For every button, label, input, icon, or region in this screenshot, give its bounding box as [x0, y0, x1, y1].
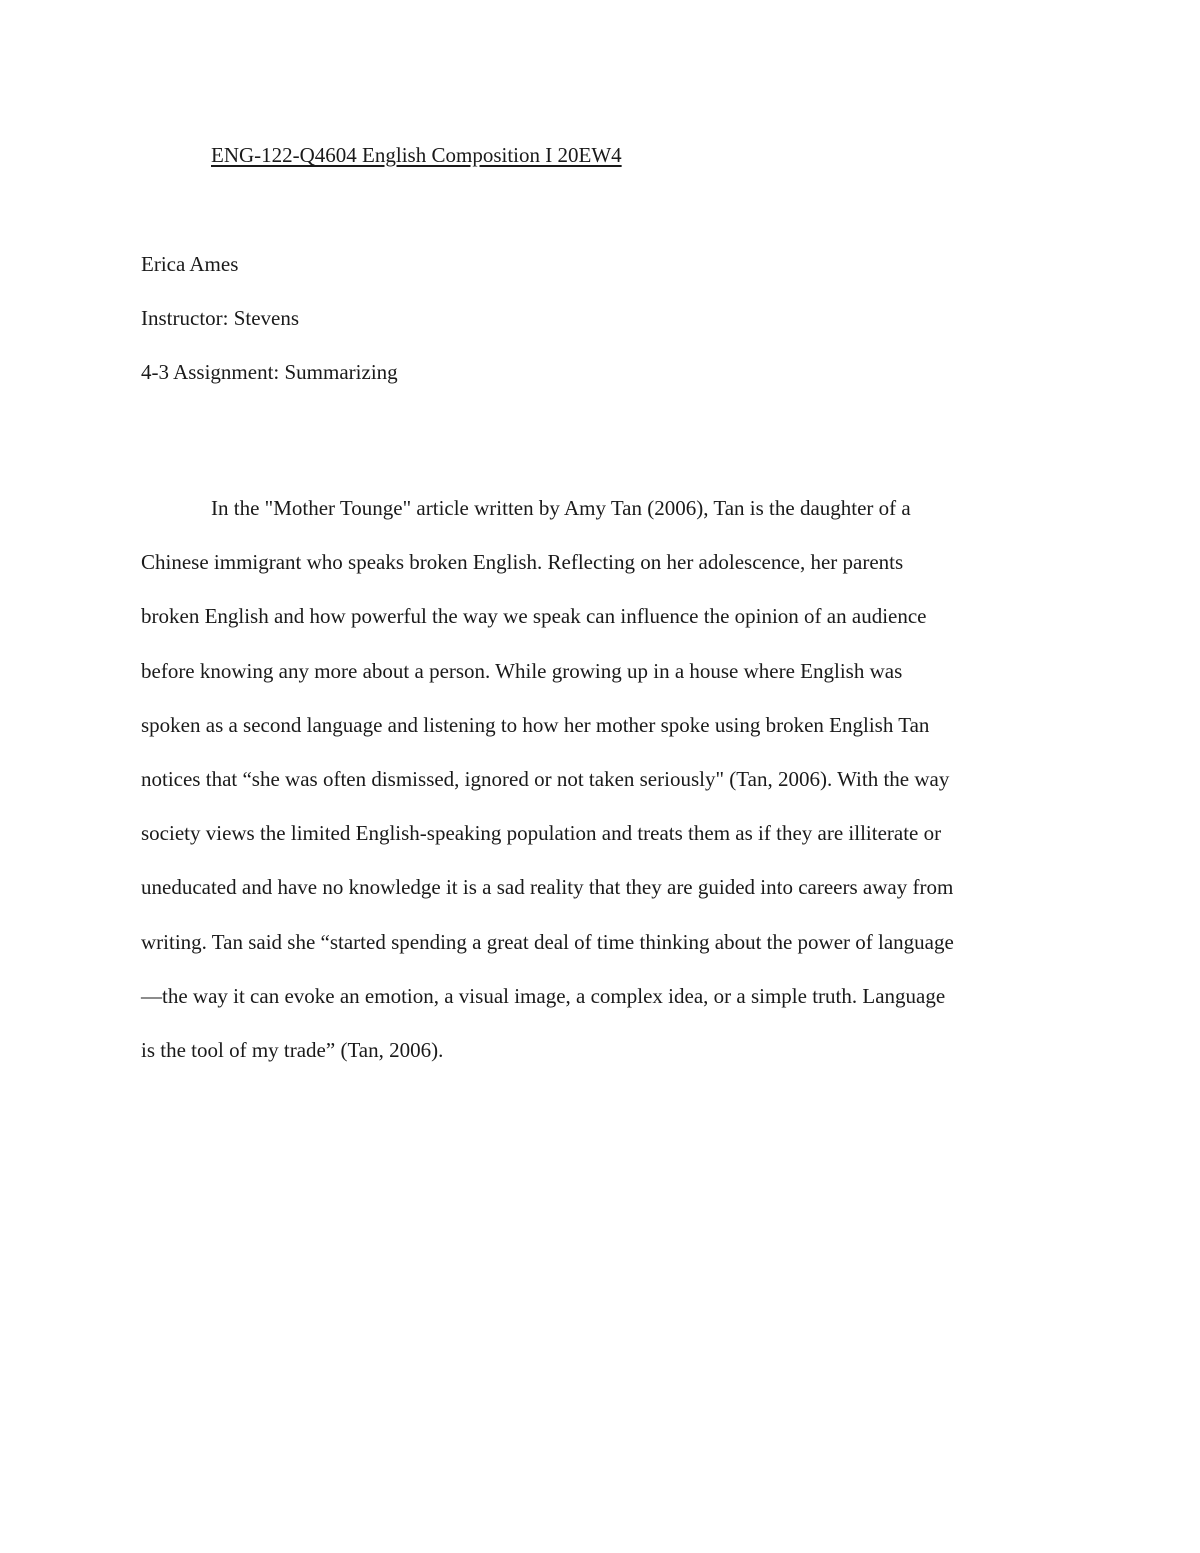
- instructor-line: Instructor: Stevens: [141, 306, 300, 330]
- paragraph-line: —the way it can evoke an emotion, a visual image, a complex idea, or a simple truth. Language: [141, 983, 946, 1008]
- author-name: Erica Ames: [141, 252, 239, 276]
- assignment-title: 4-3 Assignment: Summarizing: [141, 360, 398, 384]
- paragraph-line: spoken as a second language and listening to how her mother spoke using broken English Tan: [141, 712, 930, 737]
- paragraph-line: uneducated and have no knowledge it is a sad reality that they are guided into careers away from: [141, 875, 954, 900]
- paragraph-line: society views the limited English-speaking population and treats them as if they are illiterate or: [141, 821, 942, 846]
- paragraph-line: before knowing any more about a person. While growing up in a house where English was: [141, 658, 903, 683]
- paragraph-line: Chinese immigrant who speaks broken English. Reflecting on her adolescence, her parents: [141, 550, 904, 575]
- paragraph-line: notices that “she was often dismissed, ignored or not taken seriously" (Tan, 2006). With the way: [141, 766, 950, 791]
- paragraph-line: writing. Tan said she “started spending a great deal of time thinking about the power of language: [141, 929, 954, 954]
- paragraph-line: broken English and how powerful the way we speak can influence the opinion of an audience: [141, 604, 927, 629]
- summary-paragraph: [141, 495, 1071, 1091]
- course-title: ENG-122-Q4604 English Composition I 20EW4: [211, 143, 622, 167]
- paragraph-line: is the tool of my trade” (Tan, 2006).: [141, 1037, 444, 1062]
- paragraph-line: In the "Mother Tounge" article written by Amy Tan (2006), Tan is the daughter of a: [211, 496, 911, 520]
